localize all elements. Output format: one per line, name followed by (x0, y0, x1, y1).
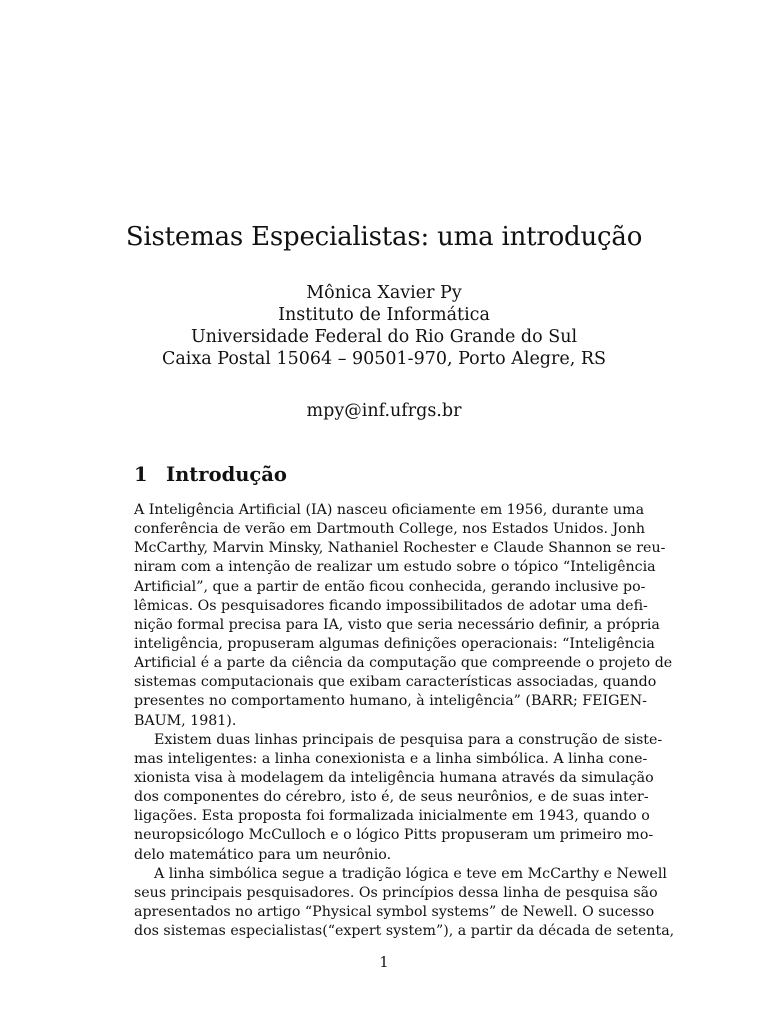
body-line: dos sistemas especialistas(“expert system”), a partir da década de setenta, (134, 923, 675, 940)
body-line: A Inteligência Artificial (IA) nasceu oficiamente em 1956, durante uma (134, 502, 645, 518)
body-line: ligações. Esta proposta foi formalizada inicialmente em 1943, quando o (134, 808, 650, 825)
body-line: apresentados no artigo “Physical symbol systems” de Newell. O sucesso (134, 903, 655, 920)
body-line: mas inteligentes: a linha conexionista e a linha simbólica. A linha cone- (134, 750, 648, 767)
body-line: Artificial”, que a partir de então ficou conhecida, gerando inclusive po- (134, 578, 646, 595)
author-university: Universidade Federal do Rio Grande do Sul (190, 327, 578, 347)
section-body (134, 501, 675, 941)
body-line: nição formal precisa para IA, visto que seria necessário definir, a própria (134, 616, 660, 633)
body-line: Artificial é a parte da ciência da computação que compreende o projeto de (134, 655, 673, 672)
body-line: inteligência, propuseram algumas definições operacionais: “Inteligência (134, 635, 655, 652)
body-line: seus principais pesquisadores. Os princípios dessa linha de pesquisa são (134, 884, 658, 901)
body-line: BAUM, 1981). (134, 712, 237, 729)
body-line: niram com a intenção de realizar um estudo sobre o tópico “Inteligência (134, 559, 656, 576)
body-line: delo matemático para um neurônio. (134, 846, 392, 863)
author-block (0, 282, 768, 370)
paper-title: Sistemas Especialistas: uma introdução (125, 222, 643, 252)
body-line: neuropsicólogo McCulloch e o lógico Pitts propuseram um primeiro mo- (134, 827, 654, 844)
body-line: Existem duas linhas principais de pesquisa para a construção de siste- (154, 731, 663, 748)
author-email: mpy@inf.ufrgs.br (306, 401, 462, 421)
author-name: Mônica Xavier Py (306, 283, 462, 303)
body-line: sistemas computacionais que exibam características associadas, quando (134, 674, 657, 691)
body-line: xionista visa à modelagem da inteligência humana através da simulação (134, 769, 654, 786)
body-line: lêmicas. Os pesquisadores ficando impossibilitados de adotar uma defi- (134, 597, 648, 614)
author-institute: Instituto de Informática (278, 305, 490, 325)
section-number: 1 (134, 463, 148, 486)
section-title: Introdução (166, 463, 287, 486)
body-line: presentes no comportamento humano, à inteligência” (BARR; FEIGEN- (134, 693, 647, 710)
body-line: dos componentes do cérebro, isto é, de seus neurônios, e de suas inter- (134, 789, 649, 806)
body-line: McCarthy, Marvin Minsky, Nathaniel Rochester e Claude Shannon se reu- (134, 540, 666, 557)
page-number: 1 (379, 955, 389, 971)
author-address: Caixa Postal 15064 – 90501-970, Porto Alegre, RS (161, 349, 607, 369)
body-line: A linha simbólica segue a tradição lógica e teve em McCarthy e Newell (154, 865, 667, 882)
section-heading (134, 461, 287, 489)
body-line: conferência de verão em Dartmouth College, nos Estados Unidos. Jonh (134, 521, 645, 538)
